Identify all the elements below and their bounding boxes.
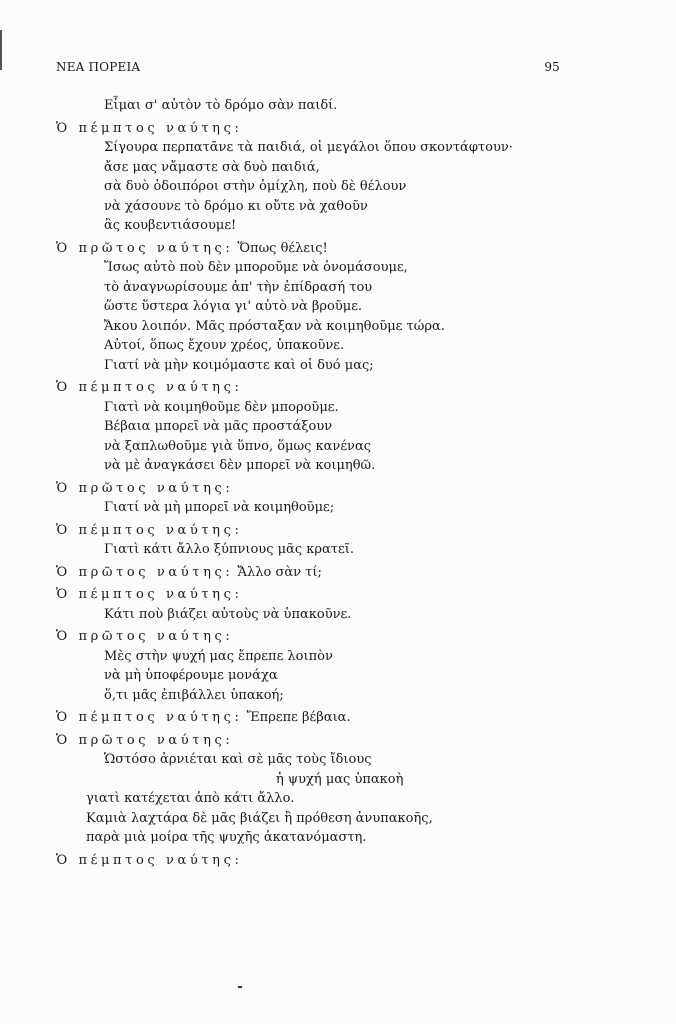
speaker-line [0, 521, 676, 541]
verse-line: Ὡστόσο ἀρνιέται καὶ σὲ μᾶς τοὺς ἴδιους [104, 752, 372, 767]
verse-line: Ἴσως αὐτὸ ποὺ δὲν μποροῦμε νὰ ὀνομάσουμε, [104, 260, 408, 275]
speaker-speech: Ὅπως θέλεις! [237, 240, 328, 256]
stray-mark [238, 986, 242, 988]
verse-line: νὰ μὲ ἀναγκάσει δὲν μπορεῖ νὰ κοιμηθῶ. [104, 458, 376, 473]
speaker-line [0, 708, 676, 728]
verse-line: Γιατί νὰ μὴν κοιμόμαστε καὶ οἱ δυό μας; [104, 357, 374, 373]
speaker-name: Ὁ πρῶτος ναύτης: [56, 732, 234, 748]
verse-line: ὥστε ὕστερα λόγια γι' αὐτὸ νὰ βροῦμε. [104, 299, 363, 314]
speaker-line [0, 585, 676, 605]
speaker-line [0, 731, 676, 751]
speaker-name: Ὁ πέμπτος ναύτης: [56, 587, 243, 602]
verse-line: νὰ μὴ ὑποφέρουμε μονάχα [104, 668, 278, 683]
verse-line: Εἶμαι σ' αὐτὸν τὸ δρόμο σὰν παιδί. [104, 98, 338, 113]
verse-line: παρὰ μιὰ μοίρα τῆς ψυχῆς ἀκατανόμαστη. [86, 830, 367, 845]
speaker-name: Ὁ πέμπτος ναύτης: [56, 710, 243, 725]
speaker-name: Ὁ πρῶτος ναύτης: [56, 629, 234, 644]
verse-line: Καμιὰ λαχτάρα δὲ μᾶς βιάζει ἢ πρόθεση ἀνυπακοῆς, [86, 810, 433, 826]
speaker-speech: Ἄλλο σὰν τί; [237, 564, 322, 580]
speaker-line [0, 479, 676, 499]
speaker-line [0, 119, 676, 139]
verse-line: Βέβαια μπορεῖ νὰ μᾶς προστάξουν [104, 419, 333, 434]
verse-line: Σίγουρα περπατᾶνε τὰ παιδιά, οἱ μεγάλοι ὅπου σκοντάφτουν· [104, 140, 513, 155]
verse-line: ἂς κουβεντιάσουμε! [104, 218, 237, 233]
verse-line: ἡ ψυχή μας ὑπακοὴ [276, 771, 404, 787]
verse-line: νὰ ξαπλωθοῦμε γιὰ ὕπνο, ὅμως κανένας [104, 438, 372, 454]
verse-line: τὸ ἀναγνωρίσουμε ἀπ' τὴν ἐπίδρασή του [104, 279, 373, 295]
page-edge-shadow [0, 30, 2, 70]
verse-line: Ἄκου λοιπόν. Μᾶς πρόσταξαν νὰ κοιμηθοῦμε τώρα. [104, 318, 445, 334]
speaker-line [0, 563, 676, 583]
speaker-line [0, 851, 676, 871]
speaker-speech: Ἔπρεπε βέβαια. [246, 710, 351, 725]
verse-line: σὰ δυὸ ὁδοιπόροι στὴν ὁμίχλη, ποὺ δὲ θέλουν [104, 179, 407, 194]
speaker-line [0, 378, 676, 398]
speaker-name: Ὁ πρῶτος ναύτης: [56, 564, 234, 580]
verse-line: Γιατὶ κάτι ἄλλο ξύπνιους μᾶς κρατεῖ. [104, 542, 354, 557]
verse-line: ἄσε μας νἄμαστε σὰ δυὸ παιδιά, [104, 159, 320, 175]
verse-line: Κάτι ποὺ βιάζει αὐτοὺς νὰ ὑπακοῦνε. [104, 606, 352, 622]
speaker-name: Ὁ πρῶτος ναύτης: [56, 480, 234, 496]
speaker-name: Ὁ πέμπτος ναύτης: [56, 522, 243, 538]
verse-line: νὰ χάσουνε τὸ δρόμο κι οὔτε νὰ χαθοῦν [104, 198, 368, 214]
speaker-name: Ὁ πέμπτος ναύτης: [56, 380, 243, 395]
verse-line: Γιατὶ νὰ κοιμηθοῦμε δὲν μποροῦμε. [104, 399, 339, 415]
verse-line: γιατὶ κατέχεται ἀπὸ κάτι ἄλλο. [86, 791, 295, 806]
verse-line: Μὲς στὴν ψυχή μας ἔπρεπε λοιπὸν [104, 648, 333, 664]
speaker-name: Ὁ πρῶτος ναύτης: [56, 240, 234, 256]
speaker-name: Ὁ πέμπτος ναύτης: [56, 120, 243, 136]
verse-line: ὅ,τι μᾶς ἐπιβάλλει ὑπακοή; [104, 687, 284, 703]
speaker-name: Ὁ πέμπτος ναύτης: [56, 852, 243, 868]
speaker-line [0, 627, 676, 647]
running-head [56, 60, 560, 78]
poem-text [0, 96, 676, 870]
journal-title: ΝΕΑ ΠΟΡΕΙΑ [56, 60, 141, 74]
speaker-line [0, 239, 676, 259]
verse-line: Αὐτοί, ὅπως ἔχουν χρέος, ὑπακοῦνε. [104, 338, 345, 353]
verse-line: Γιατί νὰ μὴ μπορεῖ νὰ κοιμηθοῦμε; [104, 500, 335, 515]
page-number: 95 [544, 60, 560, 74]
